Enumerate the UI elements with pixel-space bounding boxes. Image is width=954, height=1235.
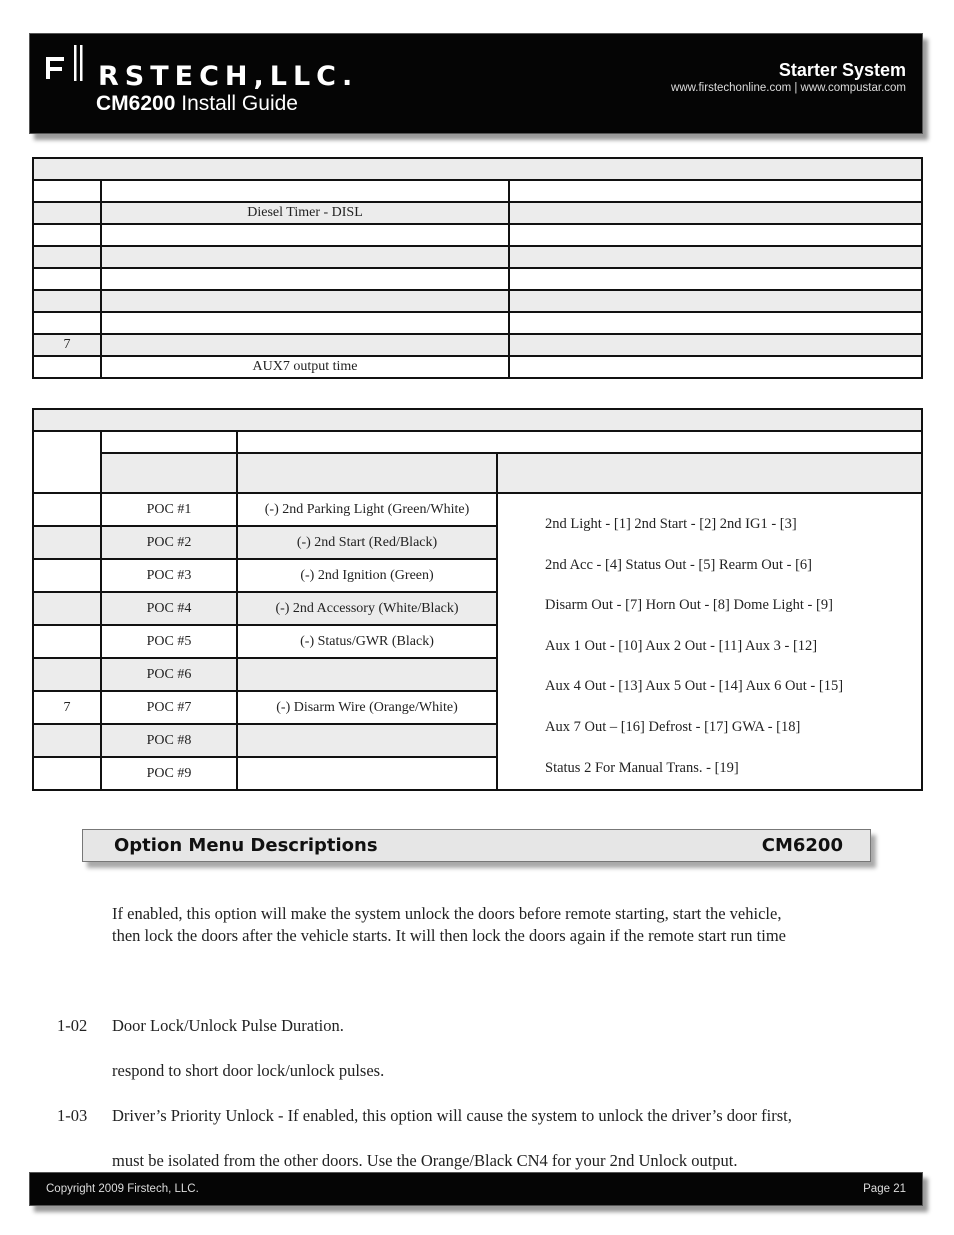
- wire-description: (-) 2nd Start (Red/Black): [237, 526, 497, 559]
- option-number: 1-03: [57, 1106, 88, 1125]
- option-value: [509, 356, 922, 378]
- poc-label: POC #2: [101, 526, 237, 559]
- header-cell: [497, 453, 922, 493]
- table-row: [33, 268, 922, 290]
- header-cell: [237, 453, 497, 493]
- option-heading: Door Lock/Unlock Pulse Duration.: [112, 1016, 344, 1035]
- option-heading: Driver’s Priority Unlock - If enabled, this option will cause the system to unlock the driver’s door first,: [112, 1106, 792, 1125]
- option-description: [101, 290, 509, 312]
- option-number: [33, 559, 101, 592]
- output-type-line: 2nd Acc - [4] Status Out - [5] Rearm Out - [6]: [545, 556, 812, 573]
- table-row: [33, 180, 922, 202]
- option-number: 7: [33, 334, 101, 356]
- option-number: [33, 312, 101, 334]
- table-header-cell: [33, 409, 922, 431]
- table-header-row: [33, 158, 922, 180]
- table-header-cell: [33, 158, 922, 180]
- poc-output-table: [32, 408, 923, 791]
- doc-model: CM6200: [96, 92, 176, 115]
- wire-description: [237, 658, 497, 691]
- option-number: 1-02: [57, 1016, 88, 1035]
- poc-label: POC #4: [101, 592, 237, 625]
- option-description: AUX7 output time: [101, 356, 509, 378]
- option-number: [33, 224, 101, 246]
- section-model: CM6200: [761, 835, 843, 856]
- output-type-line: Disarm Out - [7] Horn Out - [8] Dome Light - [9]: [545, 597, 833, 614]
- table-subheader-row: [33, 431, 922, 453]
- option-value: [509, 312, 922, 334]
- table-row: [33, 202, 922, 224]
- wire-description: (-) Status/GWR (Black): [237, 625, 497, 658]
- copyright: Copyright 2009 Firstech, LLC.: [46, 1183, 199, 1195]
- option-description: [101, 268, 509, 290]
- option-description: [101, 246, 509, 268]
- table-row: [33, 493, 922, 526]
- section-title-bar: [82, 829, 871, 862]
- paragraph-line: then lock the doors after the vehicle starts. It will then lock the doors again if the remote start run time: [112, 926, 787, 945]
- header-cell: [101, 453, 237, 493]
- header-cell: [101, 431, 237, 453]
- option-number: [33, 757, 101, 790]
- option-number: [33, 246, 101, 268]
- option-number: [33, 268, 101, 290]
- wire-description: (-) 2nd Ignition (Green): [237, 559, 497, 592]
- option-number: [33, 592, 101, 625]
- section-title: Option Menu Descriptions: [114, 835, 378, 856]
- option-description: [101, 312, 509, 334]
- option-value: [509, 180, 922, 202]
- timer-settings-table: [32, 157, 923, 379]
- option-number: [33, 625, 101, 658]
- firstech-logo-icon: [44, 38, 104, 88]
- page-header: [29, 33, 923, 134]
- option-value: [509, 334, 922, 356]
- website-links: www.firstechonline.com | www.compustar.com: [671, 82, 906, 94]
- poc-label: POC #7: [101, 691, 237, 724]
- option-value: [509, 224, 922, 246]
- option-number: [33, 724, 101, 757]
- company-name: RSTECH,LLC.: [98, 61, 359, 92]
- option-value: [509, 268, 922, 290]
- option-description: Diesel Timer - DISL: [101, 202, 509, 224]
- guide-title: [96, 92, 298, 116]
- option-description: [101, 224, 509, 246]
- output-type-line: Aux 4 Out - [13] Aux 5 Out - [14] Aux 6 Out - [15]: [545, 678, 844, 695]
- option-number: [33, 290, 101, 312]
- table-row: [33, 312, 922, 334]
- wire-description: [237, 757, 497, 790]
- option-value: [509, 246, 922, 268]
- output-types-list: [497, 493, 922, 790]
- option-number: 7: [33, 691, 101, 724]
- option-number: [33, 356, 101, 378]
- doc-title: Install Guide: [181, 92, 298, 115]
- option-description: [101, 334, 509, 356]
- poc-label: POC #3: [101, 559, 237, 592]
- output-type-line: Status 2 For Manual Trans. - [19]: [545, 759, 739, 776]
- option-value: [509, 202, 922, 224]
- table-header-row: [33, 409, 922, 431]
- table-subheader-row: [33, 453, 922, 493]
- poc-label: POC #1: [101, 493, 237, 526]
- poc-label: POC #5: [101, 625, 237, 658]
- option-number: [33, 526, 101, 559]
- wire-description: (-) Disarm Wire (Orange/White): [237, 691, 497, 724]
- table-row: [33, 246, 922, 268]
- poc-label: POC #6: [101, 658, 237, 691]
- output-type-line: Aux 7 Out – [16] Defrost - [17] GWA - [18]: [545, 718, 801, 735]
- wire-description: (-) 2nd Accessory (White/Black): [237, 592, 497, 625]
- option-description: [101, 180, 509, 202]
- wire-description: [237, 724, 497, 757]
- table-row: [33, 290, 922, 312]
- option-number: [33, 180, 101, 202]
- option-number: [33, 493, 101, 526]
- header-cell: [33, 431, 101, 493]
- table-row: [33, 334, 922, 356]
- poc-label: POC #8: [101, 724, 237, 757]
- poc-label: POC #9: [101, 757, 237, 790]
- wire-description: (-) 2nd Parking Light (Green/White): [237, 493, 497, 526]
- paragraph-line: respond to short door lock/unlock pulses.: [112, 1061, 385, 1080]
- option-value: [509, 290, 922, 312]
- output-type-line: Aux 1 Out - [10] Aux 2 Out - [11] Aux 3 - [12]: [545, 637, 818, 654]
- page-footer: [29, 1172, 923, 1206]
- page-number: Page 21: [863, 1183, 906, 1195]
- output-type-line: 2nd Light - [1] 2nd Start - [2] 2nd IG1 - [3]: [545, 516, 797, 532]
- table-row: [33, 356, 922, 378]
- paragraph-line: must be isolated from the other doors. Use the Orange/Black CN4 for your 2nd Unlock output.: [112, 1151, 738, 1170]
- paragraph-line: If enabled, this option will make the system unlock the doors before remote starting, start the vehicle,: [112, 904, 782, 923]
- option-number: [33, 202, 101, 224]
- header-cell: [237, 431, 922, 453]
- table-row: [33, 224, 922, 246]
- option-number: [33, 658, 101, 691]
- system-label: Starter System: [778, 60, 906, 80]
